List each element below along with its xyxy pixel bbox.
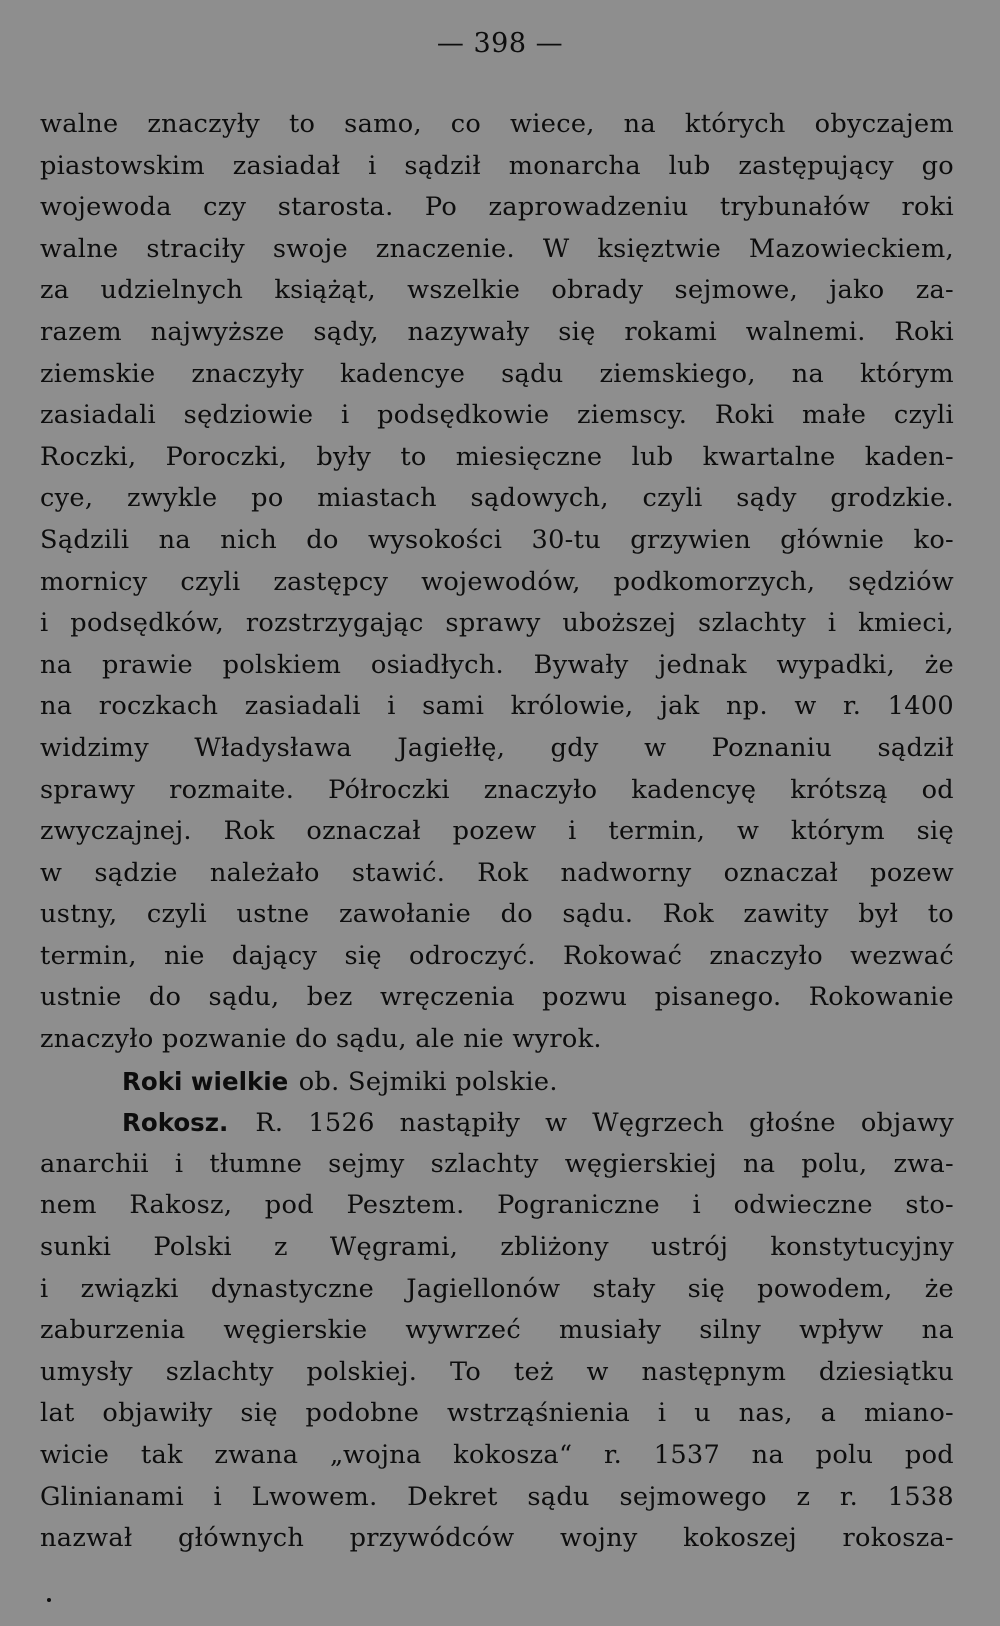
text-line: nem Rakosz, pod Pesztem. Pograniczne i odwieczne sto- (40, 1190, 954, 1221)
text-line: znaczyło pozwanie do sądu, ale nie wyrok. (40, 1024, 602, 1055)
text-line: wicie tak zwana „wojna kokosza“ r. 1537 na polu pod (40, 1440, 954, 1470)
text-line: razem najwyższe sądy, nazywały się rokami walnemi. Roki (40, 316, 954, 347)
entry-roki-wielkie (40, 1061, 954, 1103)
ink-speck (47, 1598, 51, 1602)
page-number: — 398 — (436, 28, 564, 59)
text-line: wojewoda czy starosta. Po zaprowadzeniu trybunałów roki (40, 192, 954, 223)
entry-headword: Rokosz. (122, 1108, 229, 1138)
text-line: termin, nie dający się odroczyć. Rokować znaczyło wezwać (40, 940, 954, 971)
text-line: anarchii i tłumne sejmy szlachty węgierskiej na polu, zwa- (40, 1148, 954, 1179)
text-line: ziemskie znaczyły kadencye sądu ziemskiego, na którym (40, 358, 954, 389)
text-line: na prawie polskiem osiadłych. Bywały jednak wypadki, że (40, 649, 954, 680)
text-line: umysły szlachty polskiej. To też w następnym dziesiątku (40, 1356, 954, 1387)
text-line: sprawy rozmaite. Półroczki znaczyło kadencyę krótszą od (40, 774, 954, 805)
text-line: Roczki, Poroczki, były to miesięczne lub kwartalne kaden- (40, 441, 954, 472)
text-line: cye, zwykle po miastach sądowych, czyli sądy grodzkie. (40, 483, 954, 514)
entry-text: ob. Sejmiki polskie. (290, 1066, 558, 1097)
entry-rokosz (40, 1102, 954, 1144)
text-line: sunki Polski z Węgrami, zbliżony ustrój konstytucyjny (40, 1232, 954, 1263)
text-line: widzimy Władysława Jagiełłę, gdy w Poznaniu sądził (40, 732, 954, 763)
text-line: Sądzili na nich do wysokości 30-tu grzywien głównie ko- (40, 524, 954, 555)
text-line: za udzielnych książąt, wszelkie obrady sejmowe, jako za- (40, 275, 954, 306)
entry-text: R. 1526 nastąpiły w Węgrzech głośne objawy (230, 1108, 954, 1139)
text-line: i podsędków, rozstrzygając sprawy uboższej szlachty i kmieci, (40, 608, 954, 639)
entry-headword: Roki wielkie (122, 1066, 289, 1096)
text-line: lat objawiły się podobne wstrząśnienia i u nas, a miano- (40, 1398, 954, 1429)
text-line: mornicy czyli zastępcy wojewodów, podkomorzych, sędziów (40, 566, 954, 597)
text-line: Glinianami i Lwowem. Dekret sądu sejmowego z r. 1538 (40, 1481, 954, 1512)
text-line: na roczkach zasiadali i sami królowie, jak np. w r. 1400 (40, 691, 954, 722)
text-line: piastowskim zasiadał i sądził monarcha lub zastępujący go (40, 150, 954, 181)
text-line: i związki dynastyczne Jagiellonów stały się powodem, że (40, 1273, 954, 1304)
text-line: zasiadali sędziowie i podsędkowie ziemscy. Roki małe czyli (40, 400, 954, 431)
text-line: ustny, czyli ustne zawołanie do sądu. Rok zawity był to (40, 899, 954, 930)
text-line: w sądzie należało stawić. Rok nadworny oznaczał pozew (40, 857, 954, 888)
text-line: nazwał głównych przywódców wojny kokoszej rokosza- (40, 1523, 954, 1554)
text-line: walne straciły swoje znaczenie. W księztwie Mazowieckiem, (40, 233, 954, 264)
text-line: ustnie do sądu, bez wręczenia pozwu pisanego. Rokowanie (40, 982, 954, 1013)
text-line: zaburzenia węgierskie wywrzeć musiały silny wpływ na (40, 1315, 954, 1346)
text-column (40, 104, 954, 1560)
text-line: zwyczajnej. Rok oznaczał pozew i termin, w którym się (40, 816, 954, 847)
text-line: walne znaczyły to samo, co wiece, na których obyczajem (40, 109, 954, 139)
